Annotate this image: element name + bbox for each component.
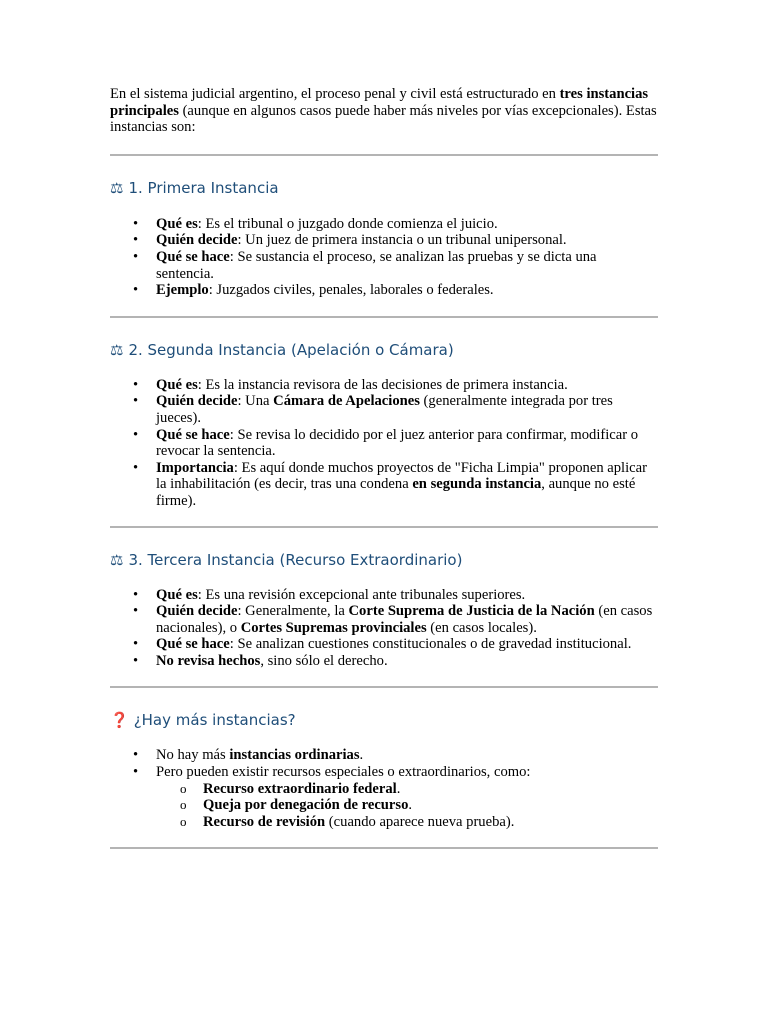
item-text: : Se analizan cuestiones constitucionales o de gravedad institucional. <box>229 636 632 653</box>
item-text: (generalmente integrada por tres jueces). <box>156 393 613 426</box>
item-text: (en casos locales). <box>426 619 537 636</box>
item-term: Qué es <box>156 376 198 393</box>
section-title-text: 2. Segunda Instancia (Apelación o Cámara) <box>128 340 454 359</box>
list-item <box>110 282 658 299</box>
item-text: , aunque no esté firme). <box>156 476 636 509</box>
item-text: : Es la instancia revisora de las decisiones de primera instancia. <box>197 376 568 393</box>
item-term: No revisa hechos <box>156 652 261 669</box>
item-text: . <box>408 797 413 814</box>
item-term: Quién decide <box>156 603 238 620</box>
sublist-recursos <box>110 781 658 831</box>
item-text: : Se revisa lo decidido por el juez anterior para confirmar, modificar o revocar la sentencia. <box>156 426 639 460</box>
item-bold: Queja por denegación de recurso <box>203 797 409 814</box>
item-text: : Juzgados civiles, penales, laborales o federales. <box>208 282 494 299</box>
item-text: : Es una revisión excepcional ante tribunales superiores. <box>197 586 526 603</box>
item-text: No hay más <box>156 747 230 764</box>
list-item <box>110 393 658 426</box>
list-item <box>110 232 658 249</box>
item-bold: en segunda instancia <box>412 476 542 493</box>
section-title-hay-mas-instancias <box>110 711 658 729</box>
divider-3 <box>110 526 658 528</box>
list-hay-mas-instancias <box>110 747 658 780</box>
section-title-primera-instancia <box>110 179 658 197</box>
section-title-text: ¿Hay más instancias? <box>133 711 296 730</box>
item-bold: Cortes Supremas provinciales <box>240 619 427 636</box>
list-item <box>110 587 658 604</box>
sublist-item <box>110 814 658 831</box>
list-item <box>110 603 658 636</box>
item-text: : Es el tribunal o juzgado donde comienza el juicio. <box>197 215 498 232</box>
list-item <box>110 764 658 781</box>
item-text: (en casos nacionales), o <box>156 603 653 636</box>
divider-1 <box>110 154 658 156</box>
item-text: : Generalmente, la <box>237 603 349 620</box>
item-text: (cuando aparece nueva prueba). <box>325 813 515 830</box>
item-bold: Recurso extraordinario federal <box>203 780 397 797</box>
intro-text-2: (aunque en algunos casos puede haber más niveles por vías excepcionales). Estas instancias son: <box>110 102 657 136</box>
intro-paragraph <box>110 86 658 136</box>
item-bold: Corte Suprema de Justicia de la Nación <box>348 603 595 620</box>
item-text: : Un juez de primera instancia o un tribunal unipersonal. <box>237 232 567 249</box>
item-term: Ejemplo <box>156 282 209 299</box>
list-item <box>110 747 658 764</box>
item-term: Qué es <box>156 215 198 232</box>
intro-bold: tres instancias principales <box>110 86 649 119</box>
item-term: Qué se hace <box>156 426 230 443</box>
item-bold: Cámara de Apelaciones <box>273 393 420 410</box>
section-title-text: 3. Tercera Instancia (Recurso Extraordinario) <box>128 550 463 569</box>
item-text: . <box>359 747 364 764</box>
list-item <box>110 636 658 653</box>
item-text: Pero pueden existir recursos especiales o extraordinarios, como: <box>156 764 531 781</box>
list-tercera-instancia <box>110 587 658 670</box>
scale-icon: ⚖ <box>110 550 124 569</box>
item-term: Qué se hace <box>156 636 230 653</box>
list-item <box>110 216 658 233</box>
item-text: : Se sustancia el proceso, se analizan las pruebas y se dicta una sentencia. <box>156 248 597 282</box>
list-item <box>110 653 658 670</box>
sublist-item <box>110 797 658 814</box>
sublist-item <box>110 781 658 798</box>
list-item <box>110 249 658 282</box>
item-term: Quién decide <box>156 393 238 410</box>
question-icon: ❓ <box>110 711 129 730</box>
item-term: Importancia <box>156 459 234 476</box>
item-term: Qué es <box>156 586 198 603</box>
list-item <box>110 377 658 394</box>
intro-text: En el sistema judicial argentino, el proceso penal y civil está estructurado en <box>110 86 560 102</box>
item-text: : Es aquí donde muchos proyectos de "Ficha Limpia" proponen aplicar la inhabilitación (es decir, tras una condena <box>156 459 647 493</box>
item-text: : Una <box>237 393 274 410</box>
section-title-tercera-instancia <box>110 551 658 569</box>
list-segunda-instancia <box>110 377 658 510</box>
scale-icon: ⚖ <box>110 178 124 197</box>
scale-icon: ⚖ <box>110 340 124 359</box>
divider-5 <box>110 847 658 849</box>
item-term: Quién decide <box>156 232 238 249</box>
document-content <box>110 86 658 849</box>
item-text: , sino sólo el derecho. <box>260 652 388 669</box>
divider-2 <box>110 316 658 318</box>
list-item <box>110 460 658 510</box>
item-text: . <box>396 780 401 797</box>
divider-4 <box>110 686 658 688</box>
section-title-text: 1. Primera Instancia <box>128 178 279 197</box>
item-term: Qué se hace <box>156 248 230 265</box>
item-bold: instancias ordinarias <box>229 747 360 764</box>
item-bold: Recurso de revisión <box>203 813 326 830</box>
list-item <box>110 427 658 460</box>
section-title-segunda-instancia <box>110 341 658 359</box>
list-primera-instancia <box>110 216 658 299</box>
